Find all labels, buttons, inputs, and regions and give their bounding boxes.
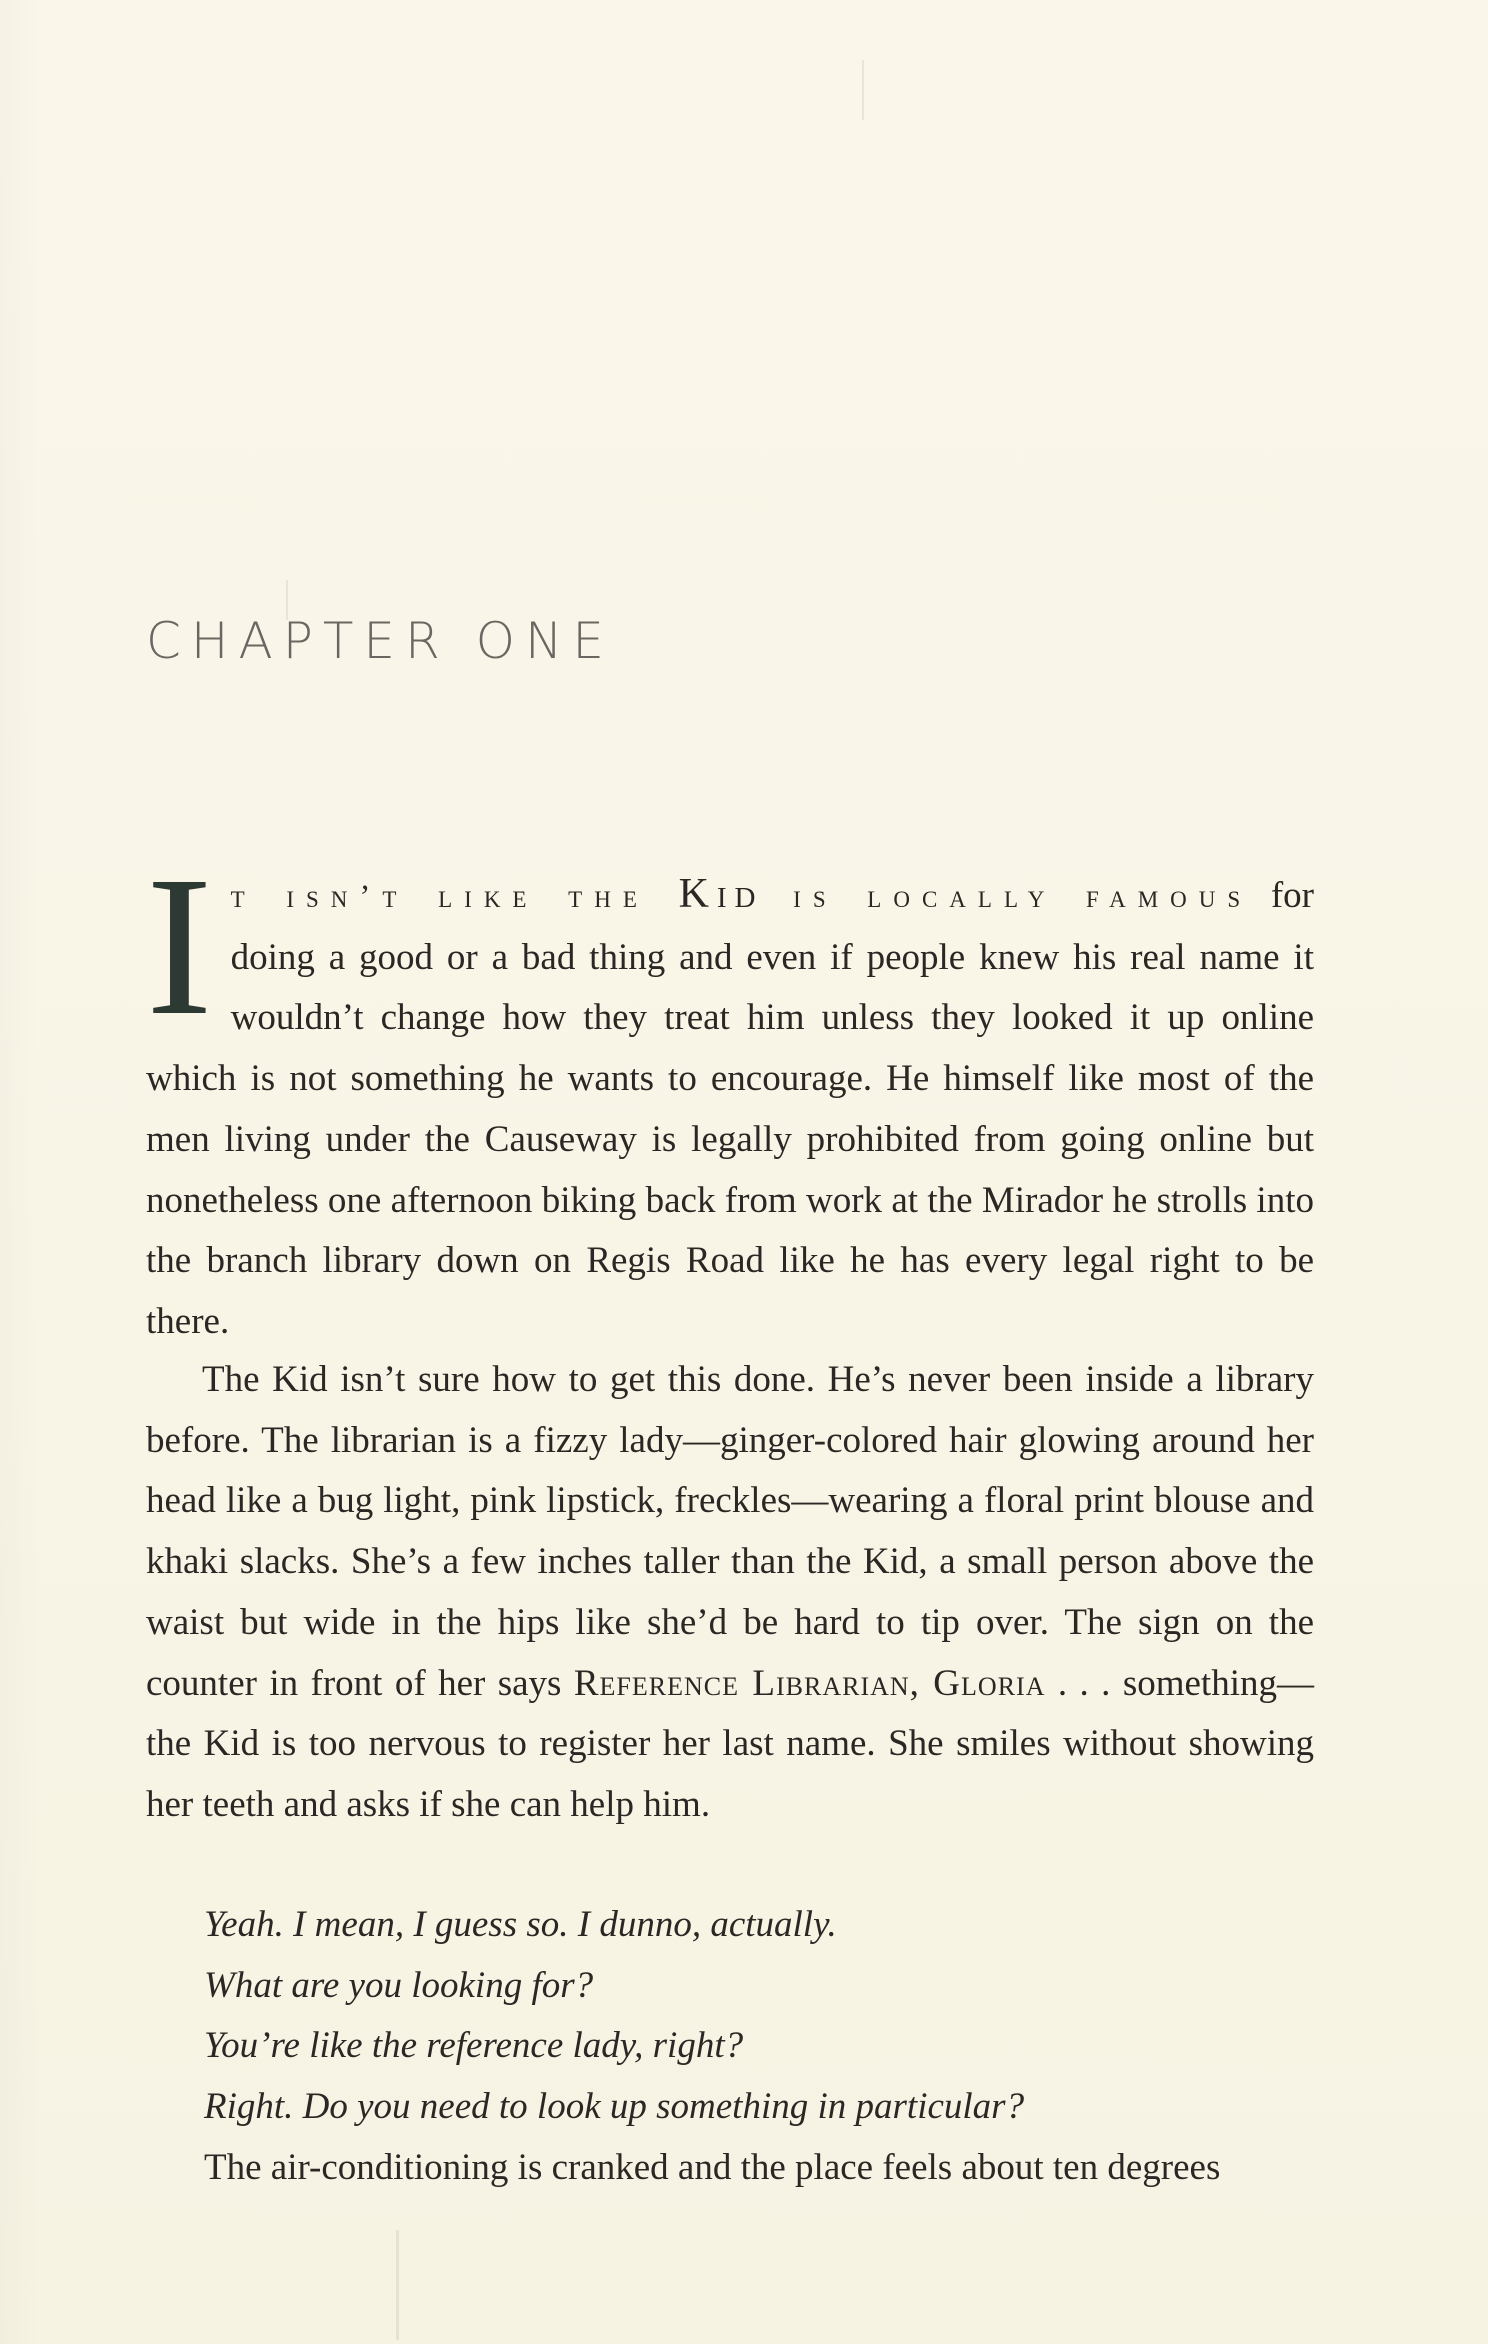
lead-in [230, 871, 1253, 917]
opening-paragraph [146, 836, 1315, 1353]
reference-sign: Reference Librarian, Gloria [573, 1662, 1046, 1704]
dialogue-line: Right. Do you need to look up something in particular? [204, 2086, 1025, 2128]
dialogue-line: You’re like the reference lady, right? [204, 2025, 744, 2067]
scan-mark [862, 60, 864, 120]
lead-in-text: t isn’t like the [230, 879, 679, 915]
lead-in-text-2: is locally famous [763, 879, 1253, 915]
paragraph-text: The Kid isn’t sure how to get this done. He’s never been inside a library before. The librarian is a fizzy lady—ginger-colored hair glowing around her head like a bug light, pink lipstick, freckles—wearing a floral print blouse and khaki slacks. She’s a few inches taller than the Kid, a small person above the waist but wide in the hips like she’d be hard to tip over. The sign on the counter in front of her says [146, 1359, 1314, 1704]
second-paragraph [146, 1350, 1314, 1836]
dialogue-line: What are you looking for? [204, 1964, 594, 2006]
lead-in-kid: Kid [678, 871, 764, 917]
dialogue-line: Yeah. I mean, I guess so. I dunno, actually. [204, 1904, 837, 1945]
closing-line: The air-conditioning is cranked and the place feels about ten degrees [204, 2146, 1221, 2188]
dialogue-block [146, 1895, 1314, 2199]
chapter-title: CHAPTER ONE [146, 612, 614, 670]
paragraph-text-2: . . . something—the Kid is too nervous to register her last name. She smiles without showing her teeth and asks if she can help him. [146, 1662, 1314, 1825]
paragraph-body: for doing a good or a bad thing and even if people knew his real name it wouldn’t change how they treat him unless they looked it up online which is not something he wants to encourage. He himself like most of the men living under the Causeway is legally prohibited from going online but nonetheless one afternoon biking back from work at the Mirador he strolls into the branch library down on Regis Road like he has every legal right to be there. [146, 875, 1315, 1342]
scan-mark [396, 2230, 399, 2340]
drop-cap: I [146, 836, 213, 1057]
paragraph-content [146, 1350, 1314, 1836]
